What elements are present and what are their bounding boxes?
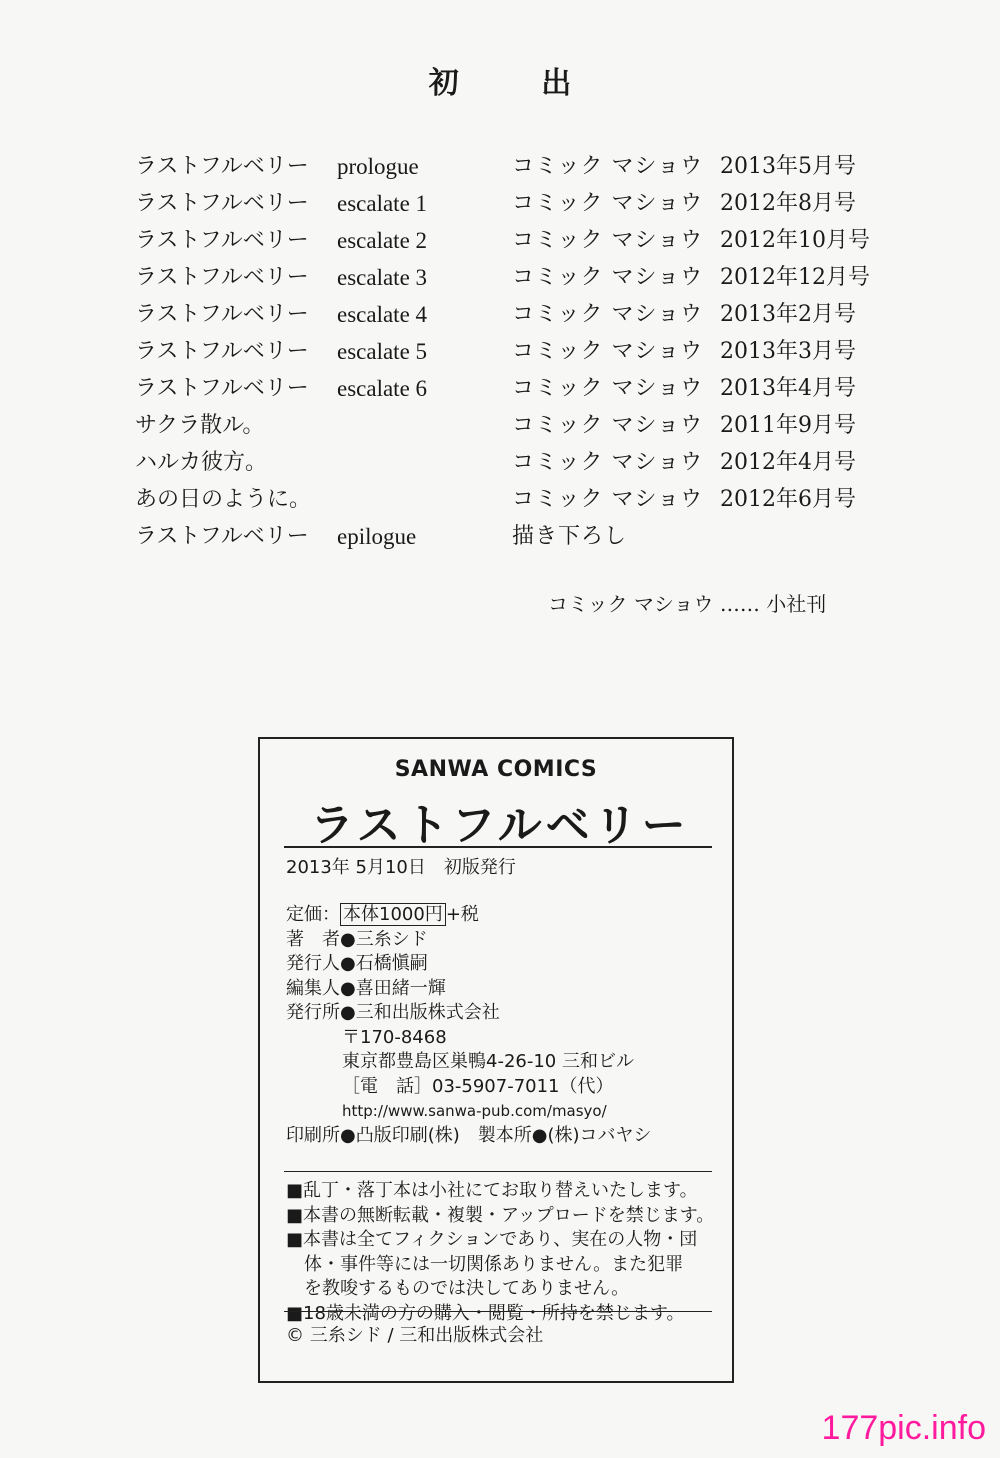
- editor-line: 編集人●喜田緒一輝: [286, 977, 446, 999]
- magazine-name: コミック マショウ: [512, 339, 704, 364]
- magazine-name: コミック マショウ: [512, 154, 704, 179]
- episode-label: escalate 1: [337, 191, 428, 216]
- list-item: [0, 370, 1000, 407]
- work-title: ラストフルベリー: [135, 302, 309, 327]
- colophon-box: [258, 737, 734, 1383]
- list-item: [0, 296, 1000, 333]
- book-title: ラストフルベリー: [310, 800, 690, 851]
- price-tax: +税: [445, 904, 479, 925]
- publisher-note: コミック マショウ …… 小社刊: [548, 592, 827, 616]
- edition-date: 2013年 5月10日 初版発行: [286, 857, 516, 878]
- list-item: [0, 333, 1000, 370]
- magazine-name: 描き下ろし: [512, 524, 628, 549]
- divider: [284, 1311, 712, 1312]
- list-item: [0, 259, 1000, 296]
- issue-date: 2013年2月号: [720, 302, 856, 327]
- work-title: ラストフルベリー: [135, 376, 309, 401]
- work-title: ラストフルベリー: [135, 191, 309, 216]
- issue-date: 2012年12月号: [720, 265, 870, 290]
- issue-date: 2012年8月号: [720, 191, 856, 216]
- issue-date: 2012年6月号: [720, 487, 856, 512]
- list-item: [0, 518, 1000, 555]
- page-heading: 初 出: [428, 66, 608, 101]
- magazine-name: コミック マショウ: [512, 228, 704, 253]
- issue-date: 2011年9月号: [720, 413, 856, 438]
- episode-label: prologue: [337, 154, 419, 179]
- work-title: サクラ散ル。: [135, 413, 265, 438]
- watermark: 177pic.info: [821, 1409, 986, 1447]
- phone: ［電 話］03-5907-7011（代）: [342, 1075, 614, 1097]
- work-title: ラストフルベリー: [135, 154, 309, 179]
- list-item: [0, 481, 1000, 518]
- notice-line: ■本書の無断転載・複製・アップロードを禁じます。: [286, 1204, 715, 1226]
- episode-label: escalate 2: [337, 228, 428, 253]
- work-title: ラストフルベリー: [135, 524, 309, 549]
- list-item: [0, 185, 1000, 222]
- issue-date: 2012年10月号: [720, 228, 870, 253]
- episode-label: epilogue: [337, 524, 417, 549]
- author-line: 著 者●三糸シド: [286, 928, 428, 950]
- publisher-line: 発行所●三和出版株式会社: [286, 1002, 500, 1023]
- notices: [286, 1179, 714, 1326]
- list-item: [0, 222, 1000, 259]
- magazine-name: コミック マショウ: [512, 376, 704, 401]
- issue-date: 2012年4月号: [720, 450, 856, 475]
- notice-line: を教唆するものでは決してありません。: [286, 1278, 630, 1299]
- issuer-line: 発行人●石橋愼嗣: [286, 953, 428, 974]
- issue-date: 2013年4月号: [720, 376, 856, 401]
- notice-line: 体・事件等には一切関係ありません。また犯罪: [286, 1253, 684, 1275]
- list-item: [0, 444, 1000, 481]
- list-item: [0, 407, 1000, 444]
- work-title: あの日のように。: [135, 487, 312, 512]
- notice-line: ■本書は全てフィクションであり、実在の人物・団: [286, 1229, 698, 1250]
- series-name: SANWA COMICS: [394, 757, 598, 782]
- copyright: © 三糸シド / 三和出版株式会社: [286, 1325, 544, 1346]
- postal-code: 〒170-8468: [342, 1026, 447, 1048]
- magazine-name: コミック マショウ: [512, 191, 704, 216]
- work-title: ラストフルベリー: [135, 339, 309, 364]
- title-rule: [284, 846, 712, 848]
- website-url: http://www.sanwa-pub.com/masyo/: [342, 1102, 607, 1120]
- episode-label: escalate 5: [337, 339, 428, 364]
- price-line: [286, 903, 651, 928]
- episode-label: escalate 3: [337, 265, 428, 290]
- issue-date: 2013年5月号: [720, 154, 856, 179]
- magazine-name: コミック マショウ: [512, 265, 704, 290]
- price-value: 本体1000円: [340, 903, 446, 926]
- work-title: ハルカ彼方。: [135, 450, 268, 475]
- price-label: 定価：: [286, 904, 340, 925]
- work-title: ラストフルベリー: [135, 265, 309, 290]
- colophon-info: [286, 903, 651, 1148]
- divider: [284, 1171, 712, 1172]
- work-title: ラストフルベリー: [135, 228, 309, 253]
- address: 東京都豊島区巣鴨4-26-10 三和ビル: [342, 1051, 634, 1072]
- notice-line: ■18歳未満の方の購入・閲覧・所持を禁じます。: [286, 1302, 685, 1324]
- issue-date: 2013年3月号: [720, 339, 856, 364]
- notice-line: ■乱丁・落丁本は小社にてお取り替えいたします。: [286, 1180, 698, 1201]
- magazine-name: コミック マショウ: [512, 413, 704, 438]
- printer-line: 印刷所●凸版印刷(株) 製本所●(株)コバヤシ: [286, 1124, 652, 1146]
- episode-label: escalate 6: [337, 376, 428, 401]
- episode-label: escalate 4: [337, 302, 428, 327]
- magazine-name: コミック マショウ: [512, 302, 704, 327]
- list-item: [0, 148, 1000, 185]
- magazine-name: コミック マショウ: [512, 487, 704, 512]
- magazine-name: コミック マショウ: [512, 450, 704, 475]
